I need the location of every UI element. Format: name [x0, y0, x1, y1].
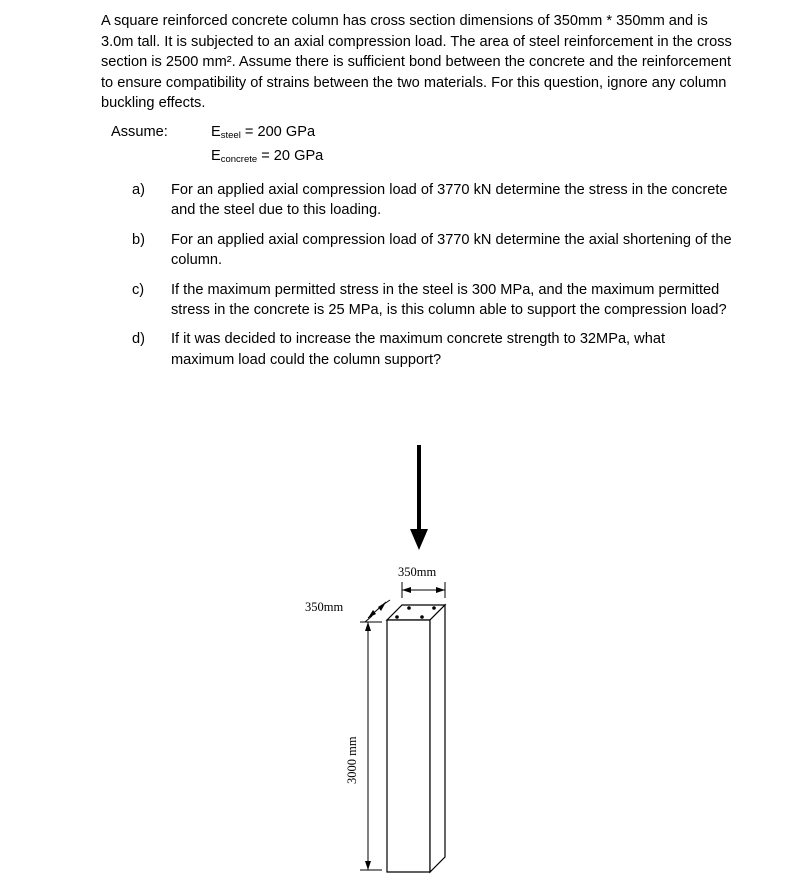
question-marker: b)	[132, 231, 145, 248]
height-dimension-line	[360, 622, 382, 870]
assumptions-block	[211, 122, 323, 170]
column-body	[387, 605, 445, 872]
question-list	[132, 180, 732, 379]
problem-intro-text: A square reinforced concrete column has cross section dimensions of 350mm * 350mm and is 3.0m tall. It is subjected to an axial compression load. The area of steel reinforcement in the cross section is 2500 mm². Assume there is sufficient bond between the concrete and the reinforcement to ensure compatibility of strains between the two materials. For this question, ignore any column buckling effects.	[101, 13, 732, 112]
concrete-modulus-symbol: E	[211, 148, 221, 164]
reinforcement-bar-dots	[395, 606, 436, 619]
question-text: For an applied axial compression load of 3770 kN determine the stress in the concrete and the steel due to this loading.	[171, 182, 728, 219]
question-marker: c)	[132, 281, 145, 298]
question-a	[132, 180, 732, 221]
concrete-modulus-subscript: concrete	[220, 154, 258, 165]
question-marker: a)	[132, 182, 145, 198]
width-dimension-line	[402, 582, 445, 598]
steel-modulus-subscript: steel	[220, 130, 241, 141]
question-text: If the maximum permitted stress in the steel is 300 MPa, and the maximum permitted stress in the concrete is 25 MPa, is this column able to support the compression load?	[171, 281, 727, 319]
depth-dimension-line	[365, 600, 390, 622]
question-b	[132, 230, 732, 271]
width-dimension-label: 350mm	[398, 565, 437, 579]
steel-modulus-symbol: E	[211, 124, 221, 140]
question-c	[132, 280, 732, 321]
steel-modulus-value: = 200 GPa	[244, 124, 316, 140]
question-d	[132, 329, 732, 370]
question-text: If it was decided to increase the maximum concrete strength to 32MPa, what maximum load could the column support?	[171, 331, 665, 368]
load-arrow-icon	[410, 445, 428, 550]
depth-dimension-label: 350mm	[305, 600, 344, 614]
steel-modulus	[211, 122, 323, 146]
concrete-modulus	[211, 146, 323, 170]
concrete-modulus-value: = 20 GPa	[261, 148, 324, 164]
problem-statement	[101, 11, 741, 114]
assume-label: Assume:	[111, 124, 168, 140]
question-text: For an applied axial compression load of 3770 kN determine the axial shortening of the column.	[171, 231, 732, 269]
height-dimension-label: 3000 mm	[345, 736, 359, 784]
question-marker: d)	[132, 331, 145, 348]
